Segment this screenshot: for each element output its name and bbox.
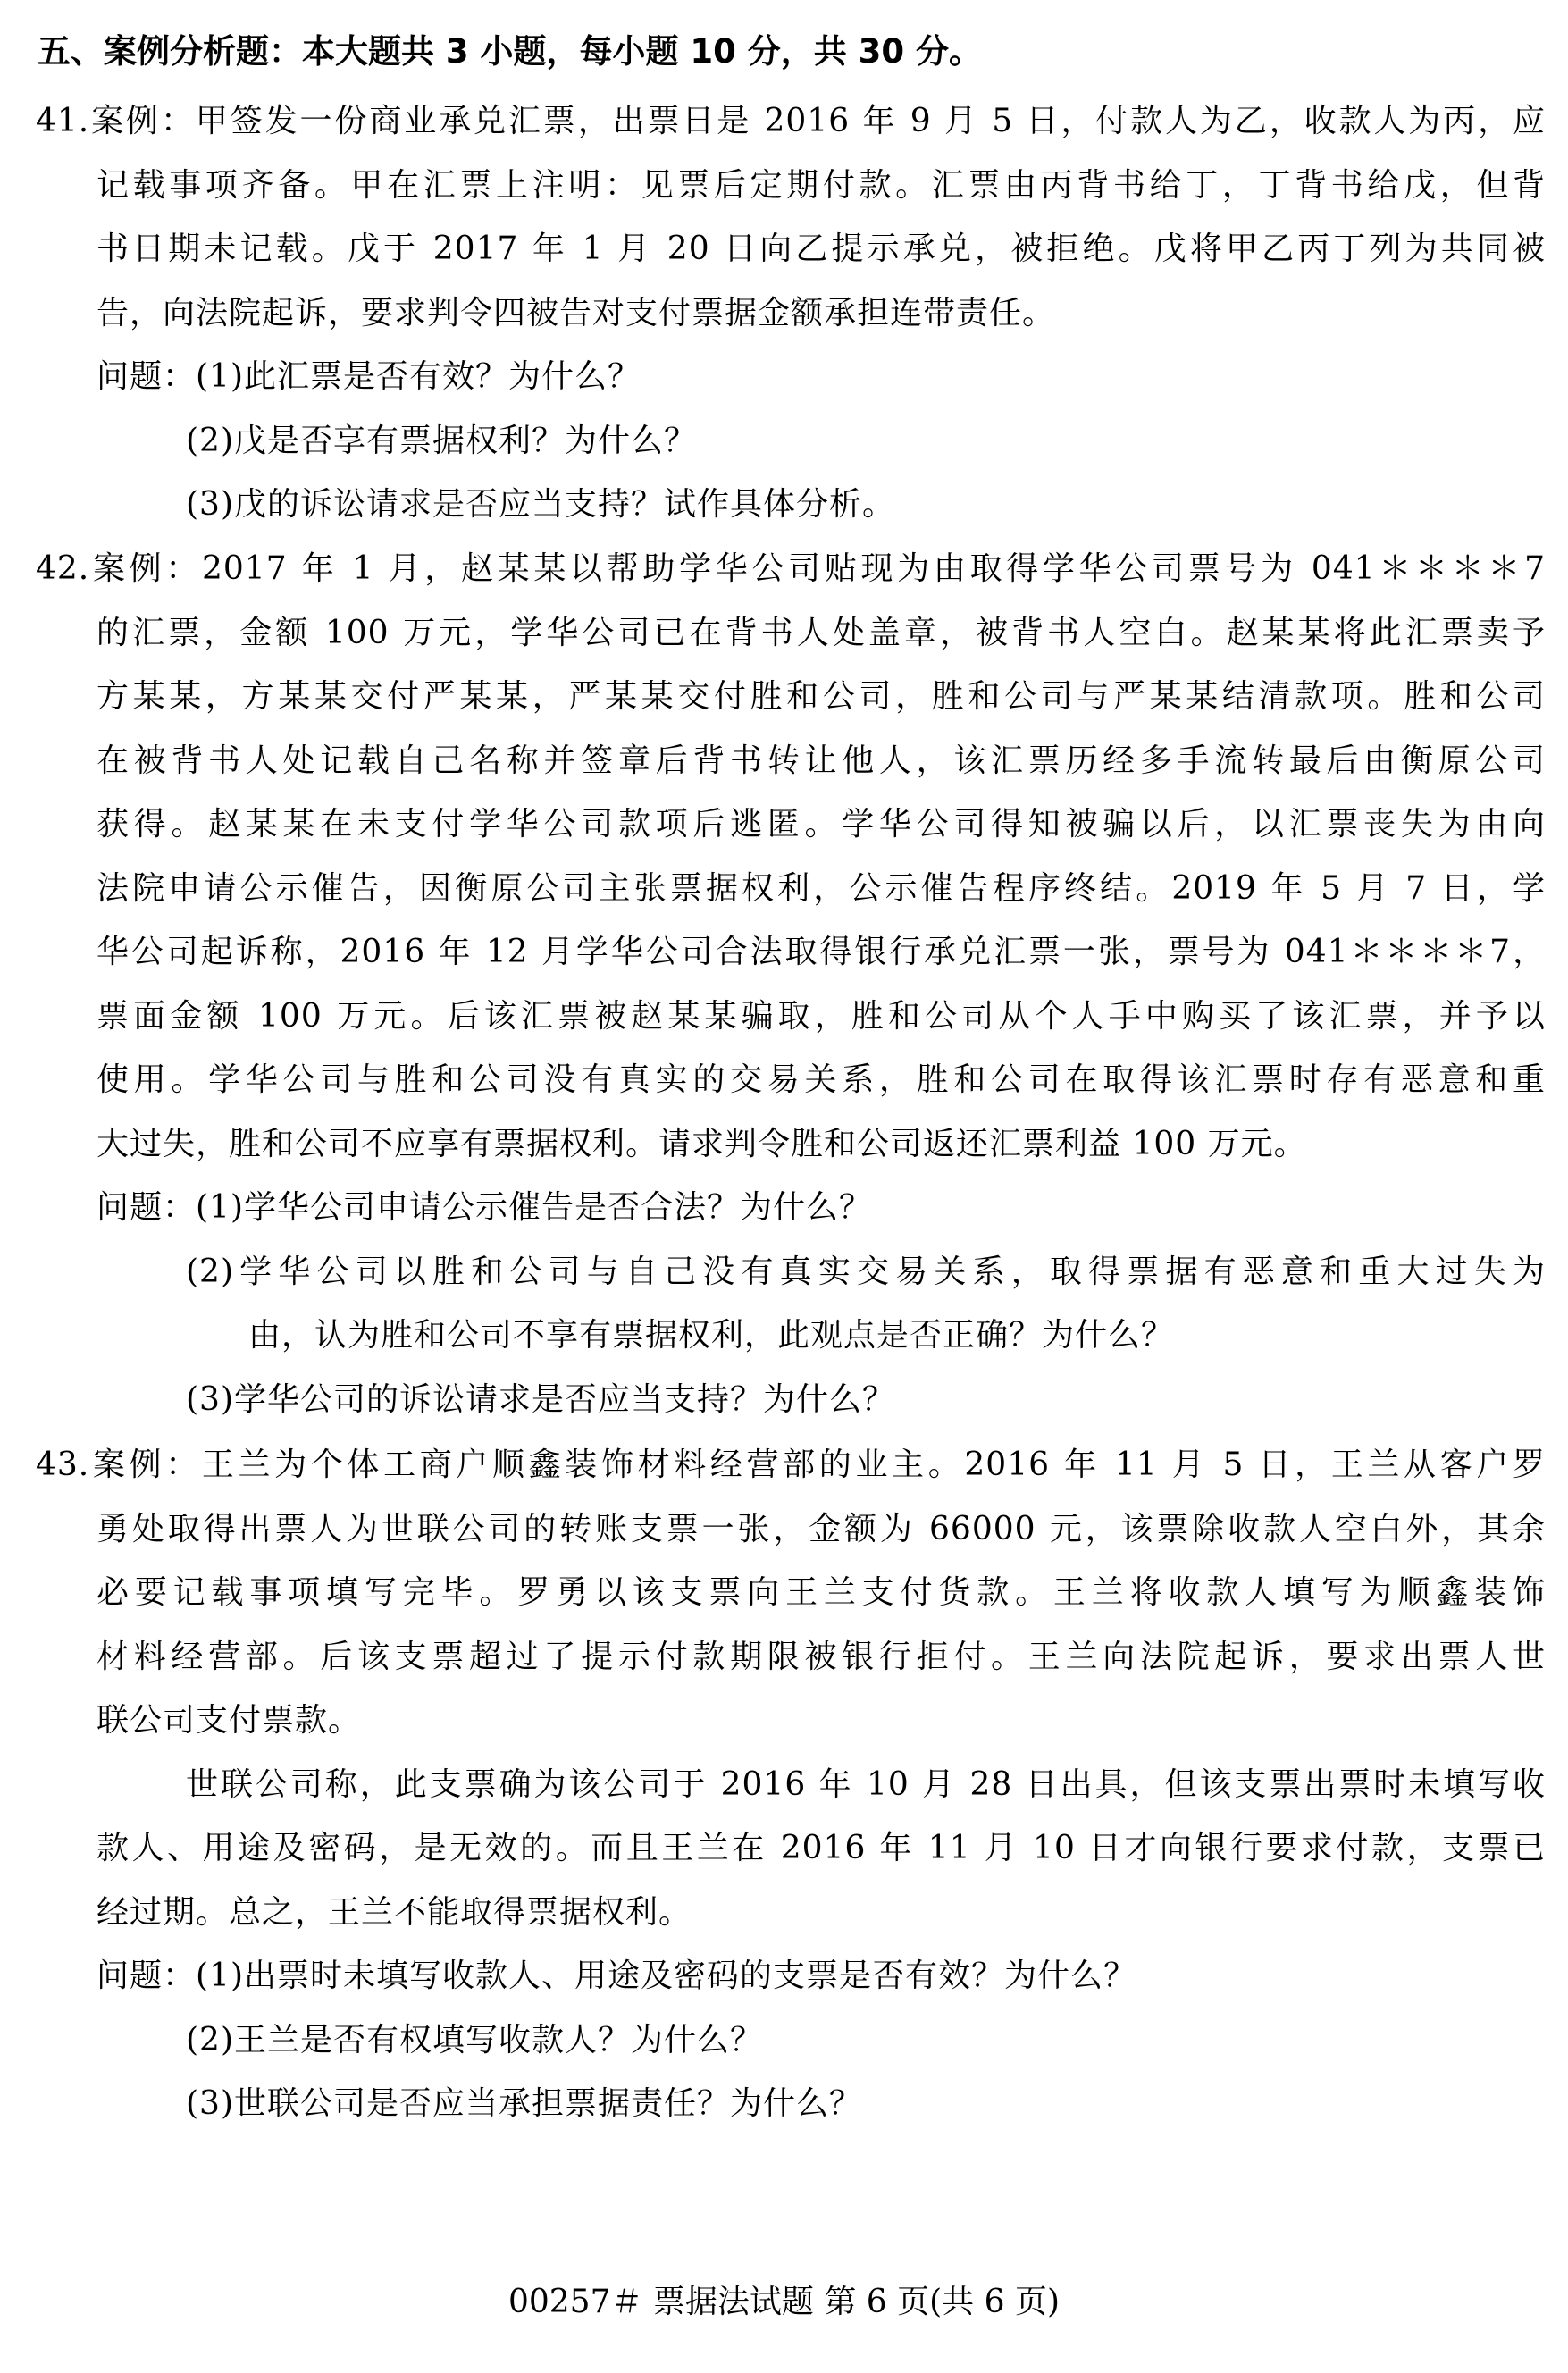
case-text-line: 世联公司称，此支票确为该公司于 2016 年 10 月 28 日出具，但该支票出票时未填写收	[186, 1765, 1546, 1803]
sub-question: (3)戊的诉讼请求是否应当支持？试作具体分析。	[186, 486, 895, 523]
sub-question-continuation: 由，认为胜和公司不享有票据权利，此观点是否正确？为什么？	[248, 1317, 1175, 1354]
case-text-line: 大过失，胜和公司不应享有票据权利。请求判令胜和公司返还汇票利益 100 万元。	[96, 1125, 1307, 1162]
case-text-line: 必要记载事项填写完毕。罗勇以该支票向王兰支付货款。王兰将收款人填写为顺鑫装饰	[96, 1574, 1546, 1611]
case-text-line: 联公司支付票款。	[96, 1702, 362, 1739]
case-text-line: 在被背书人处记载自己名称并签章后背书转让他人，该汇票历经多手流转最后由衡原公司	[96, 742, 1546, 779]
case-text-line: 华公司起诉称，2016 年 12 月学华公司合法取得银行承兑汇票一张，票号为 041＊＊＊＊7，	[96, 934, 1546, 970]
case-text-line: 款人、用途及密码，是无效的。而且王兰在 2016 年 11 月 10 日才向银行要求付款，支票已	[96, 1830, 1546, 1866]
sub-question: 问题：(1)此汇票是否有效？为什么？	[96, 358, 641, 395]
case-text-line: 使用。学华公司与胜和公司没有真实的交易关系，胜和公司在取得该汇票时存有恶意和重	[96, 1061, 1546, 1098]
case-text-line: 方某某，方某某交付严某某，严某某交付胜和公司，胜和公司与严某某结清款项。胜和公司	[96, 678, 1546, 715]
section-title: 五、案例分析题：本大题共 3 小题，每小题 10 分，共 30 分。	[38, 32, 983, 71]
page-footer: 00257＃ 票据法试题 第 6 页(共 6 页)	[507, 2284, 1061, 2320]
case-text-line: 41.案例：甲签发一份商业承兑汇票，出票日是 2016 年 9 月 5 日，付款人为乙，收款人为丙，应	[36, 103, 1546, 139]
case-text-line: 42.案例：2017 年 1 月，赵某某以帮助学华公司贴现为由取得学华公司票号为 041＊＊＊＊7	[36, 550, 1546, 587]
sub-question: (2)戊是否享有票据权利？为什么？	[186, 422, 697, 459]
sub-question: (3)世联公司是否应当承担票据责任？为什么？	[186, 2085, 862, 2122]
sub-question: 问题：(1)出票时未填写收款人、用途及密码的支票是否有效？为什么？	[96, 1958, 1136, 1994]
sub-question: (2)王兰是否有权填写收款人？为什么？	[186, 2021, 763, 2059]
case-text-line: 材料经营部。后该支票超过了提示付款期限被银行拒付。王兰向法院起诉，要求出票人世	[96, 1638, 1546, 1675]
case-text-line: 书日期未记载。戊于 2017 年 1 月 20 日向乙提示承兑，被拒绝。戊将甲乙丙丁列为共同被	[96, 231, 1546, 267]
question-43	[36, 1433, 1546, 2136]
case-text-line: 43.案例：王兰为个体工商户顺鑫装饰材料经营部的业主。2016 年 11 月 5 日，王兰从客户罗	[36, 1446, 1546, 1483]
sub-question: (2)学华公司以胜和公司与自己没有真实交易关系，取得票据有恶意和重大过失为	[186, 1253, 1546, 1290]
case-text-line: 法院申请公示催告，因衡原公司主张票据权利，公示催告程序终结。2019 年 5 月 7 日，学	[96, 869, 1546, 907]
sub-question: 问题：(1)学华公司申请公示催告是否合法？为什么？	[96, 1189, 872, 1226]
case-text-line: 勇处取得出票人为世联公司的转账支票一张，金额为 66000 元，该票除收款人空白外，其余	[96, 1510, 1546, 1547]
question-41	[36, 89, 1546, 537]
sub-question: (3)学华公司的诉讼请求是否应当支持？为什么？	[186, 1380, 895, 1418]
case-text-line: 经过期。总之，王兰不能取得票据权利。	[96, 1893, 692, 1931]
case-text-line: 获得。赵某某在未支付学华公司款项后逃匿。学华公司得知被骗以后，以汇票丧失为由向	[96, 806, 1546, 843]
case-text-line: 的汇票，金额 100 万元，学华公司已在背书人处盖章，被背书人空白。赵某某将此汇票卖予	[96, 614, 1546, 651]
case-text-line: 告，向法院起诉，要求判令四被告对支付票据金额承担连带责任。	[96, 294, 1056, 331]
case-text-line: 票面金额 100 万元。后该汇票被赵某某骗取，胜和公司从个人手中购买了该汇票，并予以	[96, 997, 1546, 1035]
case-text-line: 记载事项齐备。甲在汇票上注明：见票后定期付款。汇票由丙背书给丁，丁背书给戊，但背	[96, 166, 1546, 204]
question-42	[36, 537, 1546, 1431]
